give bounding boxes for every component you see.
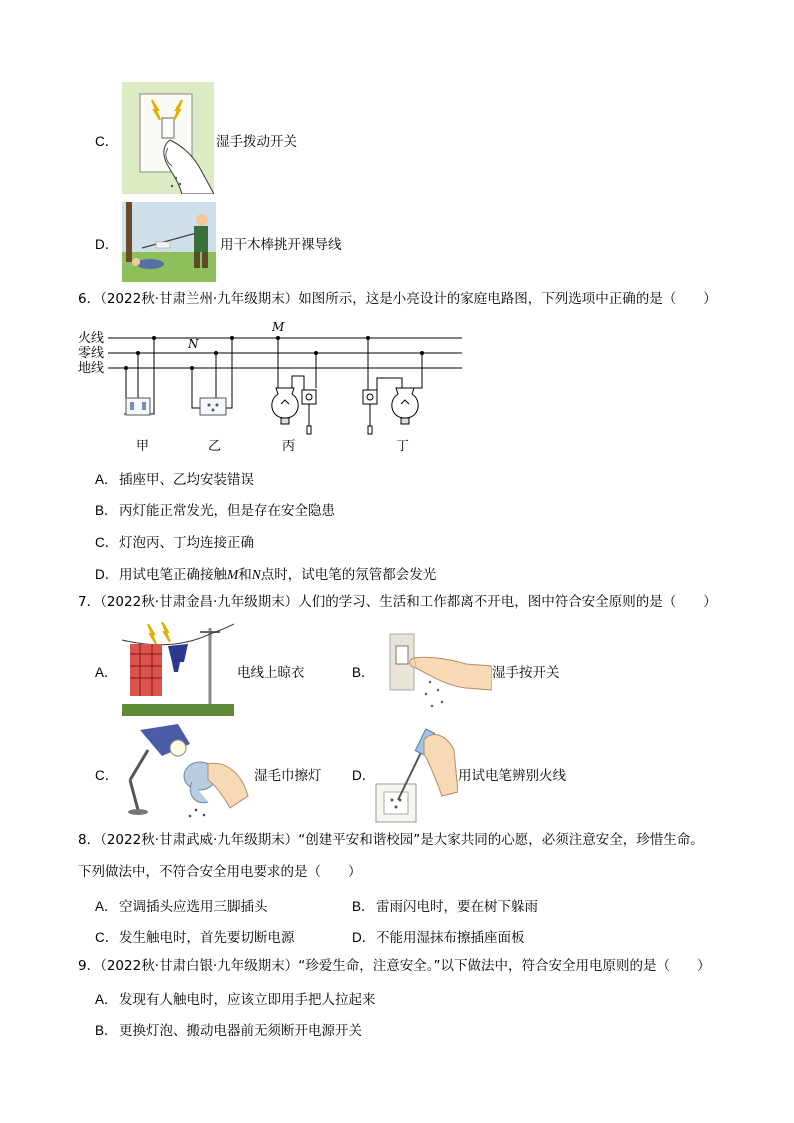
q8-option-b-letter: B． xyxy=(352,899,375,914)
household-circuit-diagram xyxy=(76,318,476,460)
lamp-bing xyxy=(272,336,318,434)
q8-option-a-text: 空调插头应选用三脚插头 xyxy=(119,899,268,915)
wet-towel-lamp-image xyxy=(118,720,252,820)
q5-option-c-letter: C． xyxy=(95,134,119,149)
wire-label-neutral: 零线 xyxy=(78,346,105,361)
q8-option-d-letter: D． xyxy=(352,930,376,945)
q5-option-d-letter: D． xyxy=(95,237,119,252)
q6-option-b-letter: B． xyxy=(95,503,118,518)
q9-option-b-text: 更换灯泡、搬动电器前无须断开电源开关 xyxy=(119,1023,362,1039)
q5-option-d-text: 用干木棒挑开裸导线 xyxy=(220,237,342,253)
point-label-m: M xyxy=(272,320,285,334)
q8-option-a-letter: A． xyxy=(95,899,118,914)
q6-option-c-letter: C． xyxy=(95,535,119,550)
q7-option-a-text: 电线上晾衣 xyxy=(237,665,305,681)
q7-option-d-letter: D． xyxy=(352,768,376,783)
q8-stem-line2: 下列做法中，不符合安全用电要求的是（ ） xyxy=(78,864,362,880)
clothes-on-wire-image xyxy=(122,622,234,716)
device-label-jia: 甲 xyxy=(136,439,150,454)
q9-option-b-letter: B． xyxy=(95,1023,118,1038)
q6-stem: 6．（2022秋·甘肃兰州·九年级期末）如图所示，这是小亮设计的家庭电路图，下列选项中正确的是（ ） xyxy=(78,291,717,307)
q6-option-a-letter: A． xyxy=(95,472,118,487)
q6-option-b-text: 丙灯能正常发光，但是存在安全隐患 xyxy=(119,503,335,519)
device-label-ding: 丁 xyxy=(396,439,410,454)
q7-option-c-text: 湿毛巾擦灯 xyxy=(254,768,322,784)
q6-option-a-text: 插座甲、乙均安装错误 xyxy=(119,472,254,488)
point-label-n: N xyxy=(188,337,199,351)
q8-option-c-text: 发生触电时，首先要切断电源 xyxy=(119,930,295,946)
q8-option-c-letter: C． xyxy=(95,930,119,945)
wet-hand-switch-image xyxy=(122,82,214,194)
q7-option-c-letter: C． xyxy=(95,768,119,783)
wire-label-live: 火线 xyxy=(78,331,105,346)
q8-option-d-text: 不能用湿抹布擦插座面板 xyxy=(376,930,525,946)
q5-option-c-text: 湿手拨动开关 xyxy=(216,134,297,150)
q7-option-a-letter: A． xyxy=(95,665,118,680)
q7-stem: 7．（2022秋·甘肃金昌·九年级期末）人们的学习、生活和工作都离不开电，图中符合安全原则的是（ ） xyxy=(78,594,717,610)
q7-option-d-text: 用试电笔辨别火线 xyxy=(458,768,566,784)
wire-label-ground: 地线 xyxy=(78,361,105,376)
q7-option-b-letter: B． xyxy=(352,665,375,680)
device-label-yi: 乙 xyxy=(208,439,222,454)
q9-stem: 9．（2022秋·甘肃白银·九年级期末）“珍爱生命，注意安全。”以下做法中，符合安全用电原则的是（ ） xyxy=(78,958,711,974)
lamp-ding xyxy=(363,336,424,434)
q7-option-b-text: 湿手按开关 xyxy=(492,665,560,681)
q8-option-b-text: 雷雨闪电时，要在树下躲雨 xyxy=(376,899,538,915)
q6-option-c-text: 灯泡丙、丁均连接正确 xyxy=(119,535,254,551)
q9-option-a-text: 发现有人触电时，应该立即用手把人拉起来 xyxy=(119,992,376,1008)
test-pen-image xyxy=(372,720,458,824)
q6-option-d-letter: D． xyxy=(95,567,119,582)
q6-option-d-text: 用试电笔正确接触M和N点时，试电笔的氖管都会发光 xyxy=(119,567,437,583)
dry-stick-wire-image xyxy=(122,202,216,282)
wet-hand-button-image xyxy=(386,628,492,714)
socket-jia xyxy=(124,336,156,415)
q8-stem-line1: 8．（2022秋·甘肃武威·九年级期末）“创建平安和谐校园”是大家共同的心愿，必须注意安全，珍惜生命。 xyxy=(78,832,704,848)
device-label-bing: 丙 xyxy=(282,439,296,454)
q9-option-a-letter: A． xyxy=(95,992,118,1007)
